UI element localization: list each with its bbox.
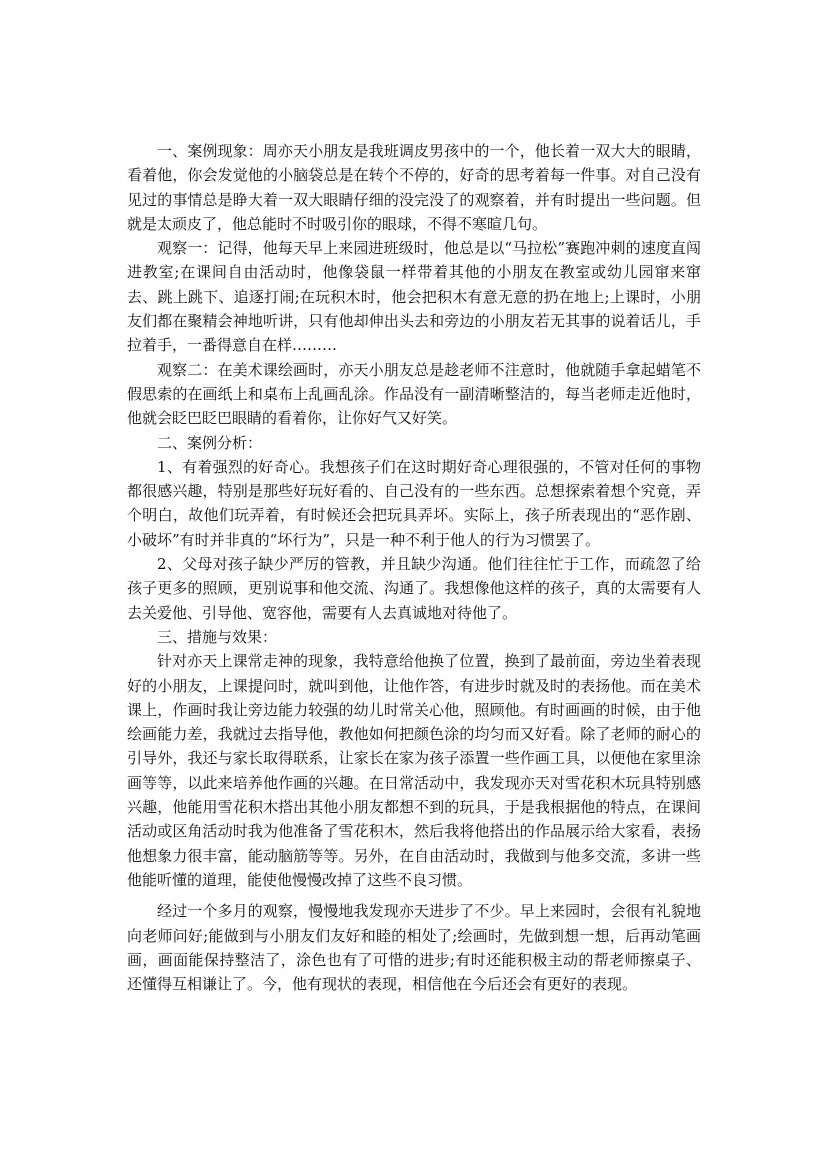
- heading-measures-effects: 三、措施与效果：: [157, 627, 278, 646]
- paragraph-analysis-curiosity: 1、有着强烈的好奇心。我想孩子们在这时期好奇心理很强的，不管对任何的事物都很感兴趣，特别是那些好玩好看的、自己没有的一些东西。总想探索着想个究竟，弄个明白，故他们玩弄着，有时候还会把玩具弄坏。实际上，孩子所表现出的“恶作剧、小破坏”有时并非真的“坏行为”，只是一种不利于他人的行为习惯罢了。: [127, 457, 701, 549]
- paragraph-results: 经过一个多月的观察，慢慢地我发现亦天进步了不少。早上来园时，会很有礼貌地向老师问好;能做到与小朋友们友好和睦的相处了;绘画时，先做到想一想，后再动笔画画，画面能保持整洁了，涂色也有了可惜的进步;有时还能积极主动的帮老师擦桌子、还懂得互相谦让了。今，他有现状的表现，相信他在今后还会有更好的表现。: [127, 902, 701, 994]
- paragraph-case-phenomenon: 一、案例现象：周亦天小朋友是我班调皮男孩中的一个，他长着一双大大的眼睛，看着他，你会发觉他的小脑袋总是在转个不停的，好奇的思考着每一件事。对自己没有见过的事情总是睁大着一双大眼睛仔细的没完没了的观察着，并有时提出一些问题。但就是太顽皮了，他总能时不时吸引你的眼球，不得不寒暄几句。: [127, 142, 701, 233]
- paragraph-analysis-parents: 2、父母对孩子缺少严厉的管教，并且缺少沟通。他们往往忙于工作，而疏忽了给孩子更多的照顾，更别说事和他交流、沟通了。我想像他这样的孩子，真的太需要有人去关爱他、引导他、宽容他，需要有人去真诚地对待他了。: [127, 555, 701, 622]
- document-body: [127, 139, 701, 996]
- paragraph-observation-one: 观察一：记得，他每天早上来园进班级时，他总是以“马拉松”赛跑冲刺的速度直闯进教室;在课间自由活动时，他像袋鼠一样带着其他的小朋友在教室或幼儿园窜来窜去、跳上跳下、追逐打闹;在玩积木时，他会把积木有意无意的扔在地上;上课时，小朋友们都在聚精会神地听讲，只有他却伸出头去和旁边的小朋友若无其事的说着话儿，手拉着手，一番得意自在样………: [127, 239, 701, 355]
- paragraph-measures: 针对亦天上课常走神的现象，我特意给他换了位置，换到了最前面，旁边坐着表现好的小朋友，上课提问时，就叫到他，让他作答，有进步时就及时的表扬他。而在美术课上，作画时我让旁边能力较强的幼儿时常关心他，照顾他。有时画画的时候，由于他绘画能力差，我就过去指导他，教他如何把颜色涂的均匀而又好看。除了老师的耐心的引导外，我还与家长取得联系，让家长在家为孩子添置一些作画工具，以便他在家里涂画等等，以此来培养他作画的兴趣。在日常活动中，我发现亦天对雪花积木玩具特别感兴趣，他能用雪花积木搭出其他小朋友都想不到的玩具，于是我根据他的特点，在课间活动或区角活动时我为他准备了雪花积木，然后我将他搭出的作品展示给大家看，表扬他想象力很丰富，能动脑筋等等。另外，在自由活动时，我做到与他多交流，多讲一些他能听懂的道理，能使他慢慢改掉了这些不良习惯。: [127, 652, 701, 889]
- paragraph-observation-two: 观察二：在美术课绘画时，亦天小朋友总是趁老师不注意时，他就随手拿起蜡笔不假思索的在画纸上和桌布上乱画乱涂。作品没有一副清晰整洁的，每当老师走近他时，他就会眨巴眨巴眼睛的看着你，让你好气又好笑。: [127, 360, 701, 428]
- heading-case-analysis: 二、案例分析：: [157, 433, 263, 452]
